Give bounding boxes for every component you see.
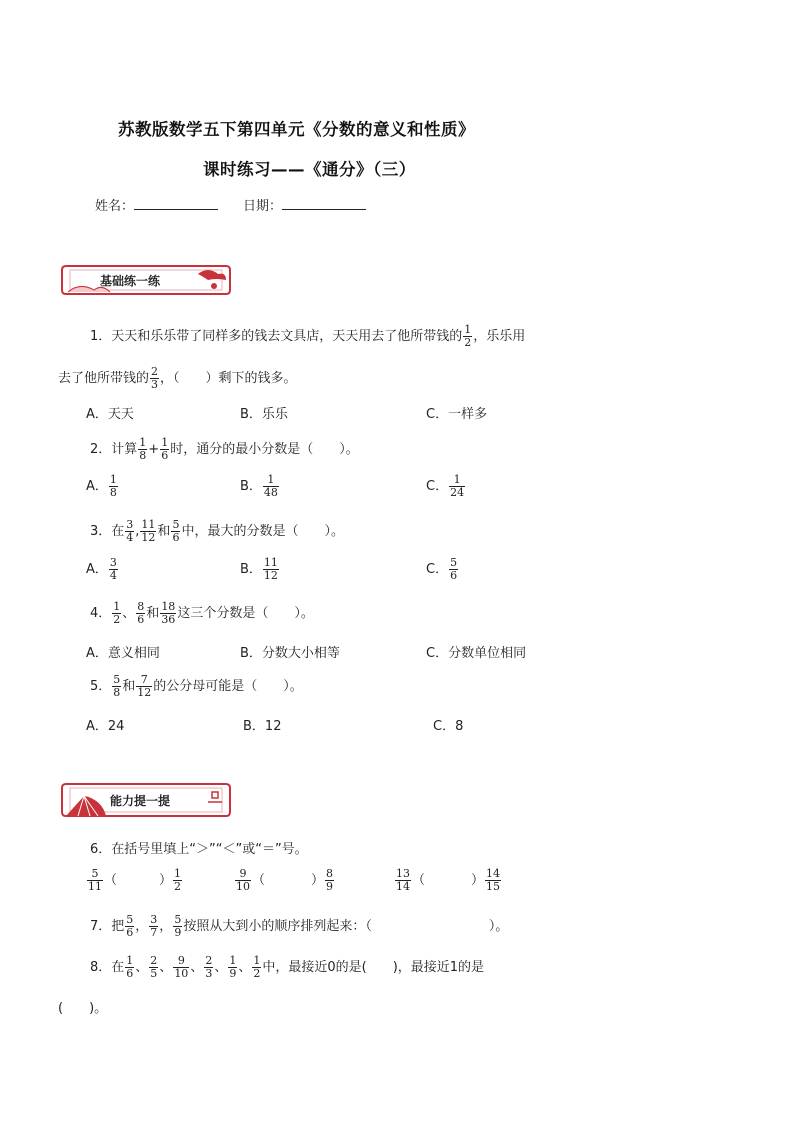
section-title-ability: 能力提一提 [110,794,171,808]
question-7: 7．把 $\frac{5}{6}$ ， $\frac{3}{7}$ ， $\frac{5}{9}$ 按照从大到小的顺序排列起来：（ ）。 [90,913,509,939]
q1-option-b[interactable]: B．乐乐 [240,407,288,422]
q5-option-c[interactable]: C．8 [433,719,464,734]
section-badge-ability [58,780,234,820]
question-4: 4． $\frac{1}{2}$ 、 $\frac{8}{6}$ 和 $\frac{18}{36}$ 这三个分数是（ ）。 [90,600,314,626]
question-6: 6．在括号里填上“＞”“＜”或“＝”号。 [90,842,308,857]
document-subtitle: 课时练习——《通分》（三） [203,160,416,179]
q1-option-a[interactable]: A．天天 [86,407,134,422]
question-2: 2．计算 $\frac{1}{8}$ + $\frac{1}{6}$ 时，通分的最小分数是（ ）。 [90,436,359,462]
question-1-line-1: 1．天天和乐乐带了同样多的钱去文具店，天天用去了他所带钱的 $\frac{1}{2}$ ，乐乐用 [90,323,526,349]
name-label: 姓名： [95,199,135,214]
q4-option-c[interactable]: C．分数单位相同 [426,646,527,661]
question-8-line-2: ( )。 [58,1001,108,1016]
question-5: 5． $\frac{5}{8}$ 和 $\frac{7}{12}$ 的公分母可能是（ ）。 [90,673,303,699]
fraction: $\frac{1}{2}$ [464,323,472,349]
q3-option-c[interactable]: C． $\frac{5}{6}$ [426,556,458,582]
fraction: $\frac{1}{8}$ [139,436,147,462]
date-blank[interactable] [282,209,366,210]
section-badge-basic [58,262,234,298]
q2-option-a[interactable]: A． $\frac{1}{8}$ [86,473,117,499]
name-blank[interactable] [134,209,218,210]
q2-option-b[interactable]: B． $\frac{1}{48}$ [240,473,278,499]
q4-option-a[interactable]: A．意义相同 [86,646,160,661]
date-field[interactable] [243,195,366,214]
q6-compare-2: $\frac{9}{10}$ （ ） $\frac{8}{9}$ [236,867,334,893]
q5-option-a[interactable]: A．24 [86,719,125,734]
name-field[interactable] [95,195,218,214]
q3-option-a[interactable]: A． $\frac{3}{4}$ [86,556,117,582]
fraction: $\frac{1}{6}$ [161,436,169,462]
section-title-basic: 基础练一练 [100,274,161,288]
question-3: 3．在 $\frac{3}{4}$ , $\frac{11}{12}$ 和 $\frac{5}{6}$ 中，最大的分数是（ ）。 [90,518,344,544]
document-title: 苏教版数学五下第四单元《分数的意义和性质》 [118,120,475,139]
q1-option-c[interactable]: C．一样多 [426,407,488,422]
fraction: $\frac{2}{3}$ [151,365,159,391]
question-1-line-2: 去了他所带钱的 $\frac{2}{3}$ ，（ ）剩下的钱多。 [58,365,297,391]
q4-option-b[interactable]: B．分数大小相等 [240,646,340,661]
question-8-line-1: 8．在 $\frac{1}{6}$ 、 $\frac{2}{5}$ 、 $\frac{9}{10}$ 、 $\frac{2}{3}$ 、 $\frac{1}{9}$ 、 $\frac{1}{2}$ 中，最接近0的是( )，最接近1的是 [90,954,485,980]
q6-compare-3: $\frac{13}{14}$ （ ） $\frac{14}{15}$ [396,867,501,893]
q6-compare-1: $\frac{5}{11}$ （ ） $\frac{1}{2}$ [88,867,182,893]
q5-option-b[interactable]: B．12 [243,719,282,734]
date-label: 日期： [243,199,283,214]
q2-option-c[interactable]: C． $\frac{1}{24}$ [426,473,465,499]
q3-option-b[interactable]: B． $\frac{11}{12}$ [240,556,278,582]
